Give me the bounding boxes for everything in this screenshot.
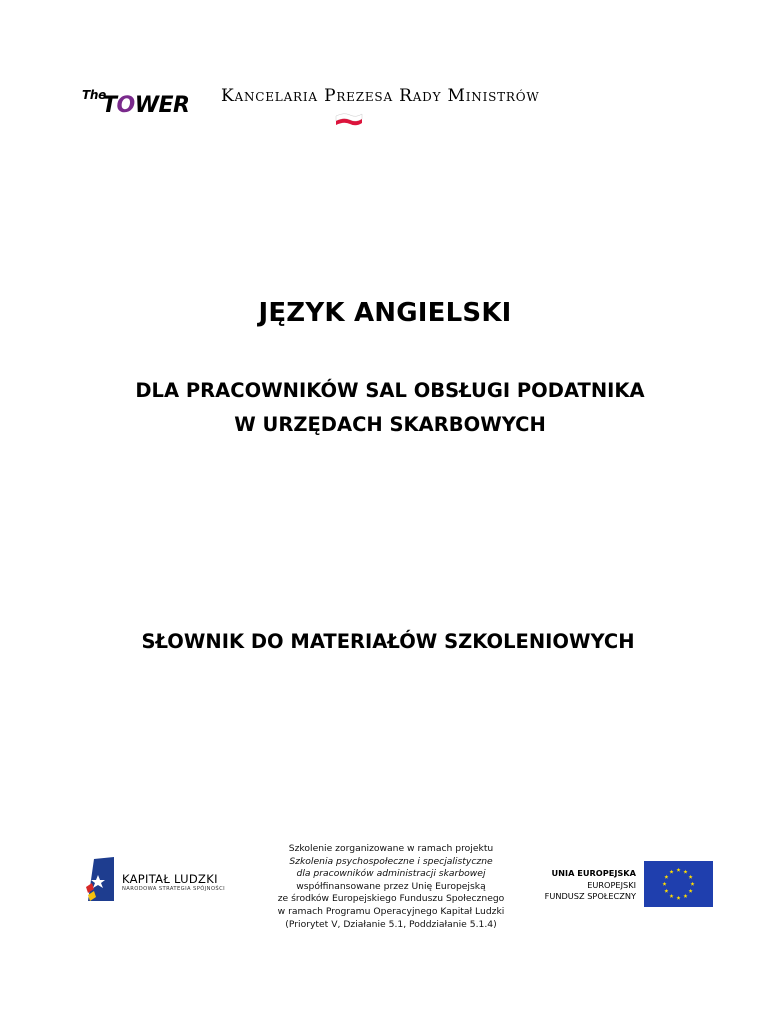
kapital-ludzki-emblem-icon bbox=[84, 857, 116, 903]
eu-union-label: UNIA EUROPEJSKA bbox=[551, 868, 636, 878]
project-info-line: (Priorytet V, Działanie 5.1, Poddziałanie 5.1.4) bbox=[285, 918, 497, 930]
project-info-line: współfinansowane przez Unię Europejską bbox=[296, 880, 486, 892]
eu-flag-icon bbox=[644, 861, 713, 907]
project-info-line: dla pracowników administracji skarbowej bbox=[296, 868, 486, 880]
document-subtitle bbox=[0, 374, 770, 442]
eu-fund-label bbox=[520, 868, 636, 903]
eu-fund-label-line-3: FUNDUSZ SPOŁECZNY bbox=[544, 891, 636, 901]
kapital-ludzki-name: KAPITAŁ LUDZKI bbox=[122, 872, 218, 886]
the-tower-logo bbox=[80, 88, 210, 122]
kapital-ludzki-subtitle: NARODOWA STRATEGIA SPÓJNOŚCI bbox=[122, 886, 226, 892]
project-info-line: ze środków Europejskiego Funduszu Społecznego bbox=[277, 893, 505, 905]
subtitle-line-2: W URZĘDACH SKARBOWYCH bbox=[234, 413, 546, 436]
subtitle-line-1: DLA PRACOWNIKÓW SAL OBSŁUGI PODATNIKA bbox=[135, 379, 645, 402]
project-info bbox=[272, 843, 510, 931]
dictionary-title: SŁOWNIK DO MATERIAŁÓW SZKOLENIOWYCH bbox=[141, 630, 635, 653]
eu-fund-label-line-2: EUROPEJSKI bbox=[587, 879, 636, 890]
project-info-line: Szkolenia psychospołeczne i specjalistyczne bbox=[289, 855, 493, 867]
institution-name: Kancelaria Prezesa Rady Ministrów bbox=[221, 86, 540, 106]
tower-logo-the: The bbox=[82, 88, 106, 102]
project-info-line: Szkolenie zorganizowane w ramach projektu bbox=[288, 843, 494, 854]
tower-logo-word: TOWER bbox=[102, 93, 190, 118]
document-title: JĘZYK ANGIELSKI bbox=[258, 298, 512, 328]
header bbox=[80, 82, 640, 132]
project-info-line: w ramach Programu Operacyjnego Kapitał Ludzki bbox=[277, 905, 505, 917]
kapital-ludzki-logo bbox=[84, 857, 234, 903]
polish-flag-icon bbox=[334, 112, 364, 126]
